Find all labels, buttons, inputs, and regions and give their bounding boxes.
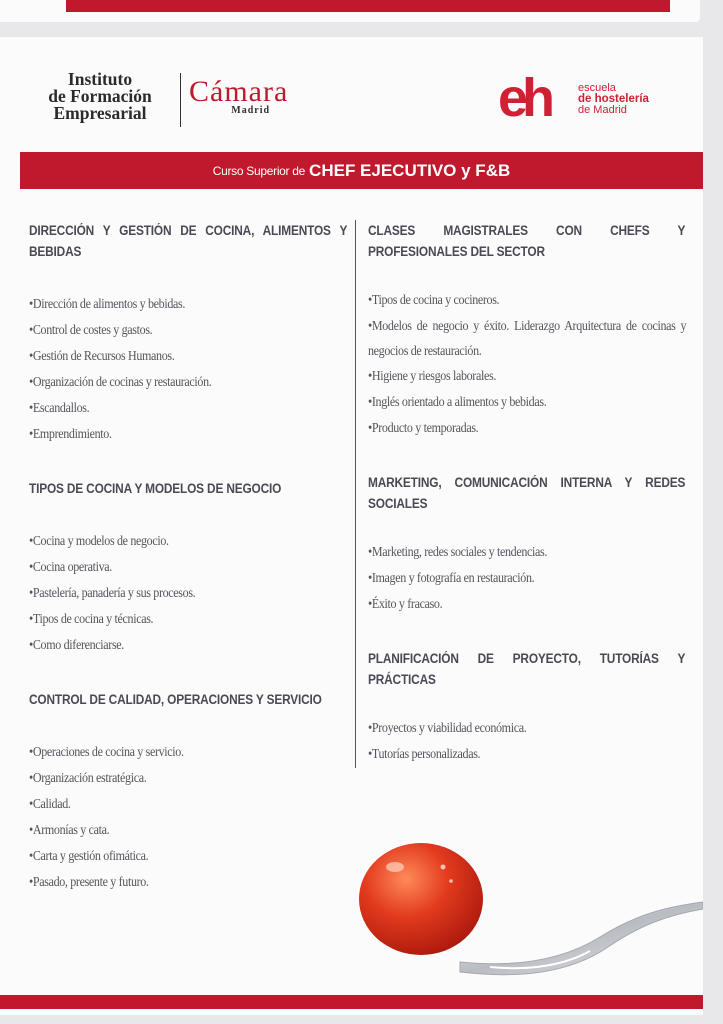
section [29, 220, 349, 448]
list-item: •Tipos de cocina y técnicas. [29, 612, 154, 627]
previous-page-edge [0, 0, 700, 22]
list-item: •Carta y gestión ofimática. [29, 849, 149, 864]
section-list [29, 529, 349, 659]
list-item: •Emprendimiento. [29, 427, 112, 442]
list-item: •Organización de cocinas y restauración. [29, 375, 212, 390]
section-heading: MARKETING, COMUNICACIÓN INTERNA Y REDES SOCIALES [368, 475, 686, 511]
section-heading: CLASES MAGISTRALES CON CHEFS Y PROFESIONALES DEL SECTOR [368, 223, 686, 259]
eh-logo-line: de hostelería [578, 93, 649, 105]
section-list [29, 740, 349, 896]
list-item: •Como diferenciarse. [29, 638, 124, 653]
course-title-prefix: Curso Superior de [212, 163, 306, 178]
eh-logo-line: de Madrid [578, 104, 627, 116]
list-item: •Tutorías personalizadas. [368, 747, 481, 762]
footer-red-bar [0, 995, 703, 1009]
list-item: •Dirección de alimentos y bebidas. [29, 297, 186, 312]
section-list [29, 292, 349, 448]
left-column [29, 220, 349, 896]
camara-logo-city: Madrid [231, 105, 271, 116]
camara-logo-word: Cámara [189, 75, 289, 108]
section [368, 220, 687, 442]
list-item: •Higiene y riesgos laborales. [368, 369, 496, 384]
list-item: •Calidad. [29, 797, 71, 812]
section [29, 478, 349, 659]
list-item: •Escandallos. [29, 401, 90, 416]
tomato-image [355, 837, 488, 959]
list-item: •Producto y temporadas. [368, 421, 479, 436]
list-item: •Cocina operativa. [29, 560, 112, 575]
list-item: •Modelos de negocio y éxito. Liderazgo Arquitectura de cocinas y negocios de restauración. [368, 319, 687, 359]
list-item: •Imagen y fotografía en restauración. [368, 571, 535, 586]
course-title: CHEF EJECUTIVO y F&B [309, 160, 511, 180]
eh-logo-line: escuela [578, 82, 616, 94]
eh-logo-mark: eh [498, 68, 550, 128]
logo-separator [180, 73, 181, 127]
list-item: •Organización estratégica. [29, 771, 147, 786]
course-title-banner [20, 152, 703, 189]
list-item: •Armonías y cata. [29, 823, 110, 838]
column-divider [355, 220, 356, 768]
list-item: •Cocina y modelos de negocio. [29, 534, 169, 549]
section [368, 648, 687, 768]
eh-logo-text [578, 83, 649, 116]
section-list [368, 540, 687, 618]
list-item: •Éxito y fracaso. [368, 597, 443, 612]
section-heading: DIRECCIÓN Y GESTIÓN DE COCINA, ALIMENTOS Y BEBIDAS [29, 223, 348, 259]
section-heading: TIPOS DE COCINA Y MODELOS DE NEGOCIO [29, 481, 282, 496]
section-list [368, 288, 687, 442]
camara-madrid-logo [189, 75, 288, 116]
list-item: •Pasado, presente y futuro. [29, 875, 149, 890]
section-heading: CONTROL DE CALIDAD, OPERACIONES Y SERVICIO [29, 692, 322, 707]
brochure-page [0, 37, 703, 1015]
list-item: •Inglés orientado a alimentos y bebidas. [368, 395, 547, 410]
ife-logo-line: Instituto [67, 69, 133, 89]
escuela-hosteleria-logo [498, 68, 649, 128]
list-item: •Control de costes y gastos. [29, 323, 153, 338]
previous-page-red-bar [66, 0, 670, 12]
list-item: •Proyectos y viabilidad económica. [368, 721, 527, 736]
section [29, 689, 349, 896]
list-item: •Pastelería, panadería y sus procesos. [29, 586, 196, 601]
right-column [368, 220, 687, 768]
ife-logo-line: de Formación [48, 86, 152, 106]
list-item: •Marketing, redes sociales y tendencias. [368, 545, 548, 560]
list-item: •Operaciones de cocina y servicio. [29, 745, 184, 760]
section-heading: PLANIFICACIÓN DE PROYECTO, TUTORÍAS Y PRÁCTICAS [368, 651, 686, 687]
ife-logo [32, 71, 168, 122]
list-item: •Tipos de cocina y cocineros. [368, 293, 500, 308]
list-item: •Gestión de Recursos Humanos. [29, 349, 175, 364]
ife-logo-line: Empresarial [53, 103, 147, 123]
section-list [368, 716, 687, 768]
section [368, 472, 687, 618]
